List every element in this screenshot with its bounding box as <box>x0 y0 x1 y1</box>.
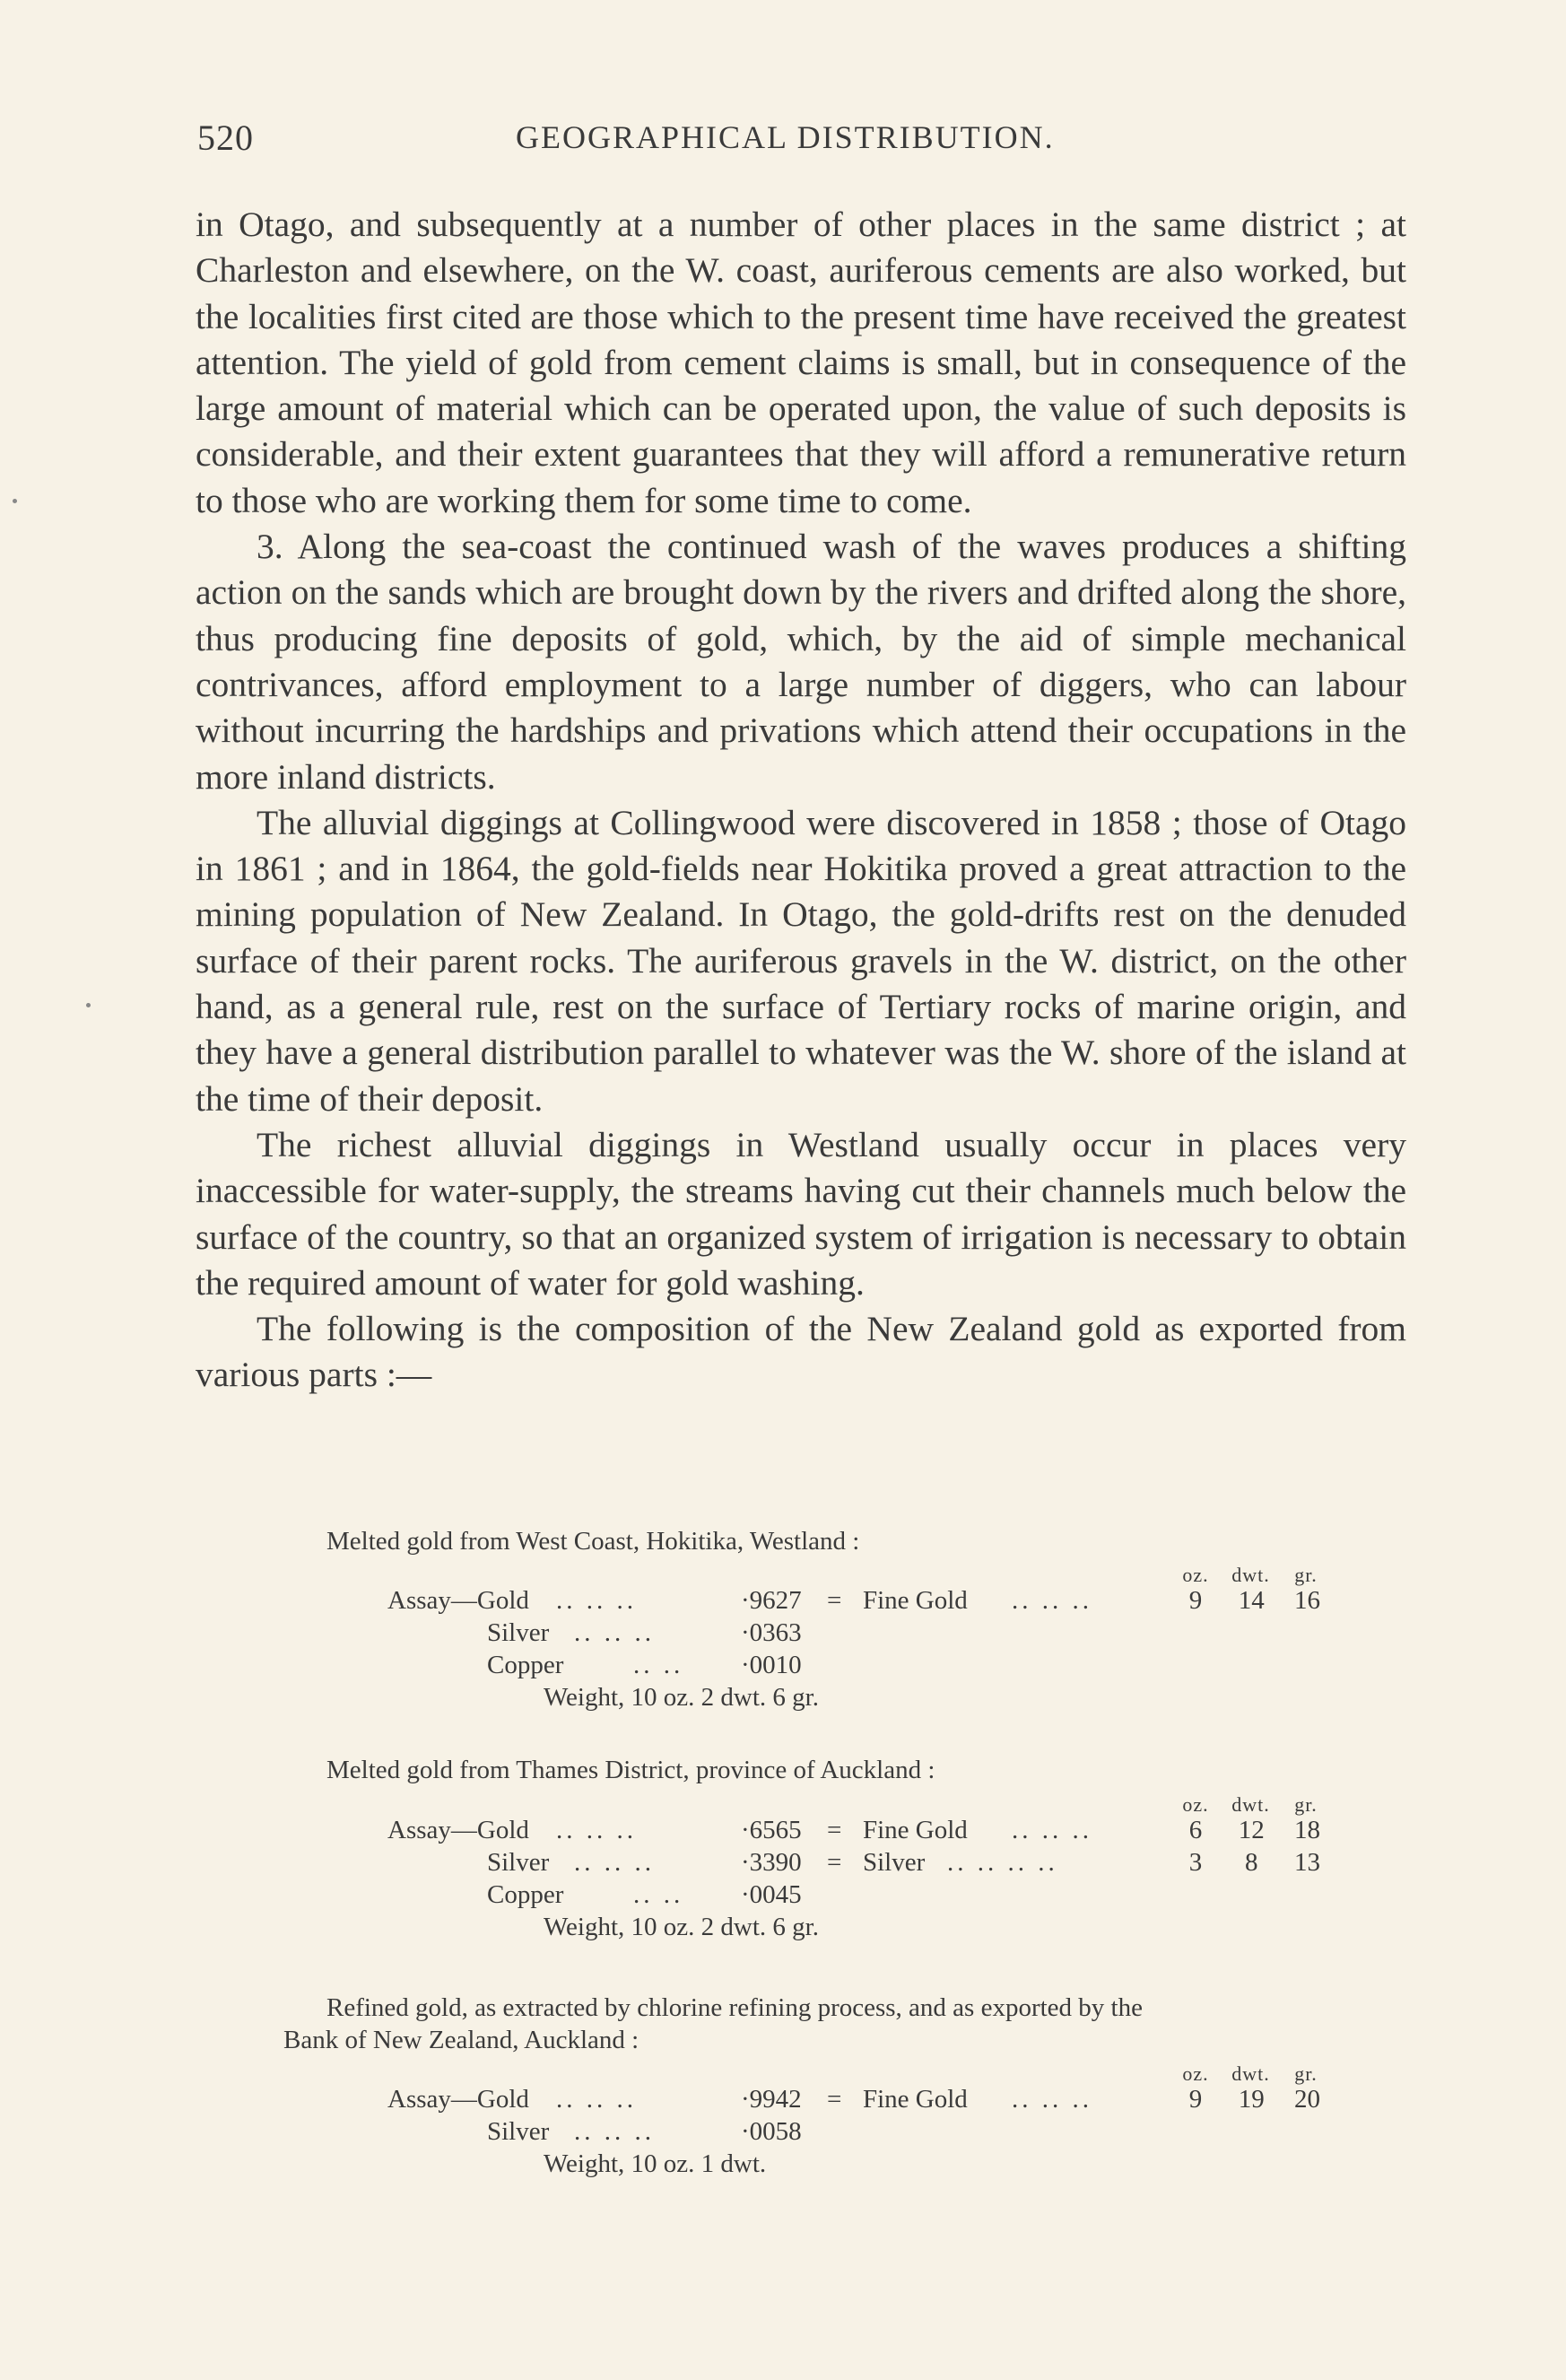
weight-total: Weight, 10 oz. 1 dwt. <box>544 2149 767 2178</box>
amount-gr: 20 <box>1294 2085 1320 2114</box>
leader-dots: .. .. .. <box>574 1848 655 1877</box>
running-head: GEOGRAPHICAL DISTRIBUTION. <box>516 119 1055 155</box>
result-label: Fine Gold <box>863 1586 968 1615</box>
result-label: Fine Gold <box>863 2085 968 2114</box>
table-caption: Refined gold, as extracted by chlorine refining process, and as exported by the <box>326 1993 1143 2022</box>
unit-oz: oz. <box>1182 2062 1209 2085</box>
assay-value: ·9627 <box>741 1586 802 1615</box>
unit-oz: oz. <box>1182 1793 1209 1816</box>
leader-dots: .. .. .. <box>1012 1816 1092 1844</box>
assay-value: ·9942 <box>741 2085 802 2114</box>
paragraph: 3. Along the sea-coast the continued wash of the waves produces a shifting action on the sands which are brought down by the rivers and drifted along the shore, thus producing fine deposits of gold, which, by the aid of simple mechanical contrivances, afford employment to a large number of diggers, who can labour without incurring the hardships and privations which attend their occupations in the more inland districts. <box>196 527 1406 797</box>
page-number: 520 <box>197 118 254 158</box>
amount-oz: 3 <box>1188 1848 1203 1877</box>
amount-oz: 9 <box>1188 1586 1203 1615</box>
leader-dots: .. .. <box>633 1651 684 1679</box>
amount-gr: 13 <box>1294 1848 1320 1877</box>
amount-gr: 16 <box>1294 1586 1320 1615</box>
row-label: Assay—Gold <box>387 2085 529 2114</box>
amount-oz: 9 <box>1188 2085 1203 2114</box>
unit-oz: oz. <box>1182 1564 1209 1586</box>
row-label: Assay—Gold <box>387 1586 529 1615</box>
assay-value: ·0045 <box>741 1880 802 1909</box>
amount-dwt: 8 <box>1245 1848 1258 1877</box>
unit-gr: gr. <box>1294 1793 1318 1816</box>
paragraph: The richest alluvial diggings in Westland usually occur in places very inaccessible for water-supply, the streams having cut their channels much below the surface of the country, so that an organized system of irrigation is necessary to obtain the required amount of water for gold washing. <box>196 1124 1406 1303</box>
leader-dots: .. .. .. <box>556 1586 637 1615</box>
table-caption: Melted gold from West Coast, Hokitika, Westland : <box>326 1527 860 1556</box>
row-label: Assay—Gold <box>387 1816 529 1844</box>
weight-amounts <box>1173 2083 1330 2115</box>
result-label: Fine Gold <box>863 1816 968 1844</box>
body-text <box>196 202 1406 1399</box>
paragraph: in Otago, and subsequently at a number of other places in the same district ; at Charleston and elsewhere, on the W. coast, auriferous cements are also worked, but the localities first cited are those which to the present time have received the greatest attention. The yield of gold from cement claims is small, but in consequence of the large amount of material which can be operated upon, the value of such deposits is considerable, and their extent guarantees that they will afford a remunerative return to those who are working them for some time to come. <box>196 205 1406 520</box>
amount-dwt: 14 <box>1238 1586 1265 1615</box>
weight-amounts <box>1173 1846 1330 1879</box>
result-label: Silver <box>863 1848 926 1877</box>
row-label: Silver <box>487 1848 550 1877</box>
leader-dots: .. .. .. <box>556 1816 637 1844</box>
margin-mark <box>86 1003 91 1007</box>
unit-gr: gr. <box>1294 2062 1318 2085</box>
weight-total: Weight, 10 oz. 2 dwt. 6 gr. <box>544 1683 819 1712</box>
row-label: Silver <box>487 2117 550 2146</box>
leader-dots: .. .. <box>633 1880 684 1909</box>
row-label: Copper <box>487 1651 564 1679</box>
unit-dwt: dwt. <box>1231 1564 1270 1586</box>
margin-mark <box>13 499 17 503</box>
equals-sign: = <box>827 1586 842 1615</box>
leader-dots: .. .. .. <box>574 1618 655 1647</box>
leader-dots: .. .. .. <box>1012 2085 1092 2114</box>
weight-amounts <box>1173 1584 1330 1617</box>
assay-value: ·6565 <box>741 1816 802 1844</box>
assay-value: ·0363 <box>741 1618 802 1647</box>
leader-dots: .. .. .. <box>574 2117 655 2146</box>
amount-dwt: 19 <box>1238 2085 1265 2114</box>
weight-total: Weight, 10 oz. 2 dwt. 6 gr. <box>544 1913 819 1941</box>
assay-value: ·3390 <box>741 1848 802 1877</box>
paragraph: The alluvial diggings at Collingwood were discovered in 1858 ; those of Otago in 1861 ; and in 1864, the gold-fields near Hokitika proved a great attraction to the mining population of New Zealand. In Otago, the gold-drifts rest on the denuded surface of their parent rocks. The auriferous gravels in the W. district, on the other hand, as a general rule, rest on the surface of Tertiary rocks of marine origin, and they have a general distribution parallel to whatever was the W. shore of the island at the time of their deposit. <box>196 802 1406 1119</box>
table-caption: Melted gold from Thames District, province of Auckland : <box>326 1756 935 1784</box>
unit-dwt: dwt. <box>1231 2062 1270 2085</box>
unit-dwt: dwt. <box>1231 1793 1270 1816</box>
row-label: Silver <box>487 1618 550 1647</box>
row-label: Copper <box>487 1880 564 1909</box>
paragraph: The following is the composition of the New Zealand gold as exported from various parts :— <box>196 1309 1406 1395</box>
assay-value: ·0058 <box>741 2117 802 2146</box>
equals-sign: = <box>827 1848 842 1877</box>
unit-gr: gr. <box>1294 1564 1318 1586</box>
amount-oz: 6 <box>1188 1816 1203 1844</box>
equals-sign: = <box>827 1816 842 1844</box>
assay-value: ·0010 <box>741 1651 802 1679</box>
equals-sign: = <box>827 2085 842 2114</box>
amount-gr: 18 <box>1294 1816 1320 1844</box>
page-header <box>197 117 1417 161</box>
amount-dwt: 12 <box>1238 1816 1265 1844</box>
weight-amounts <box>1173 1814 1330 1846</box>
table-caption: Bank of New Zealand, Auckland : <box>283 2026 639 2054</box>
leader-dots: .. .. .. .. <box>947 1848 1058 1877</box>
leader-dots: .. .. .. <box>556 2085 637 2114</box>
leader-dots: .. .. .. <box>1012 1586 1092 1615</box>
